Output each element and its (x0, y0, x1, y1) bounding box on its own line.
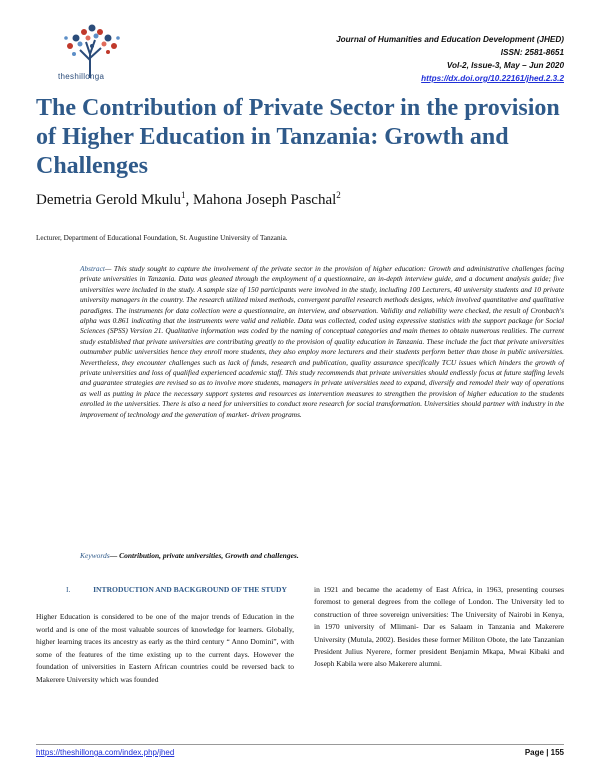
keywords (80, 551, 299, 560)
page-number: Page | 155 (524, 748, 564, 757)
logo-text: theshillonga (58, 72, 105, 81)
keywords-text: Contribution, private universities, Growth and challenges. (119, 551, 299, 560)
body-right-column: in 1921 and became the academy of East Africa, in 1963, presenting courses foremost to general degrees from the college of London. The University led to construction of three sovereign universities: The University of Nairobi in Kenya, in 1970 university of Mlimani- Dar es Salaam in Tanzania and Makerere University (Mutula, 2002). Besides these former Militon Obote, the late Tanzanian President Julius Nyerere, former president Benjamin Mkapa, Mwai Kibaki and Joseph Kabila were also Makerere alumni. (314, 585, 564, 669)
author-1: Demetria Gerold Mkulu (36, 192, 181, 208)
keywords-dash: — (109, 551, 120, 560)
journal-header (336, 33, 564, 85)
section-title: INTRODUCTION AND BACKGROUND OF THE STUDY (93, 585, 287, 594)
author-1-sup: 1 (180, 190, 186, 200)
body-left-column: Higher Education is considered to be one of the major trends of Education in the world and is one of the most valuable sources of knowledge for learners. Globally, higher learning traces its ancestry as early as the third century “ Anno Domini”, with some of the features of the time existing up to the current days. However the foundation of universities in Eastern African countries could be reversed back to Makerere University which was founded (36, 612, 294, 684)
author-2: Mahona Joseph Paschal (192, 192, 337, 208)
affiliation: Lecturer, Department of Educational Foundation, St. Augustine University of Tanzania. (36, 234, 288, 242)
footer-divider (36, 744, 564, 745)
paper-title: The Contribution of Private Sector in the provision of Higher Education in Tanzania: Growth and Challenges (36, 95, 560, 179)
abstract (80, 264, 564, 420)
section-number: I. (66, 585, 71, 594)
author-separator: , (185, 192, 193, 208)
author-2-sup: 2 (336, 190, 341, 200)
author-line (36, 190, 341, 209)
tree-icon (64, 25, 120, 79)
footer-url-link[interactable]: https://theshillonga.com/index.php/jhed (36, 748, 175, 757)
journal-name: Journal of Humanities and Education Development (JHED) (336, 35, 564, 44)
abstract-label: Abstract (80, 264, 105, 273)
journal-issn: ISSN: 2581-8651 (500, 48, 564, 57)
abstract-text: — This study sought to capture the involvement of the private sector in the provision of higher education: Growth and administrative challenges facing private universities in Tanzania. Data was gleaned through the employment of a questionnaire, an in-depth interview guide, and a document analysis guide; five universities were included in the study. A sample size of 150 participants were involved in the study, including 100 Lecturers, 40 university students and 10 private university managers in the country. The research utilized mixed methods, convergent parallel research methods designs, which involved quantitative and qualitative paradigms. The instruments for data collection were a questionnaire, an interview, and observation. Validity and reliability were checked, the result of Cronbach's alpha was 0.861 indicating that the instruments were valid and reliable. Data was collected, coded using expressive statistics with the support package for Social Sciences (SPSS) Version 21. Qualitative information was coded by the naming of conceptual categories and main themes to obtain numerous realities. The current study established that private universities are contributing greatly to the provision of quality education in Tanzania. These include the fact that private universities outnumber public universities hence they enroll more students, they also employ more lecturers and their students perform better than those in public universities. Nevertheless, they encounter challenges such as lack of funds, research and publication, quality assurance specifically TCU issues which hinders the growth of private universities and loss of qualified experienced academic staff. This study recommends that private universities should endlessly focus at future staffing levels and guarantee strategies are revised so as to involve more students, managers in private universities need to expand, diversify and remodel their way of operations as well as putting in place the necessary support systems and resources as intervention measures to strengthen the provision of higher education to the students enrolled in the universities. There is also a need for universities to conduct more research for social transformation. Universities should partner with industry in the improvement of technology and the generation of market- driven programs. (80, 264, 564, 419)
doi-link[interactable]: https://dx.doi.org/10.22161/jhed.2.3.2 (421, 74, 564, 83)
keywords-label: Keywords (80, 551, 110, 560)
journal-volume: Vol-2, Issue-3, May – Jun 2020 (446, 61, 564, 70)
